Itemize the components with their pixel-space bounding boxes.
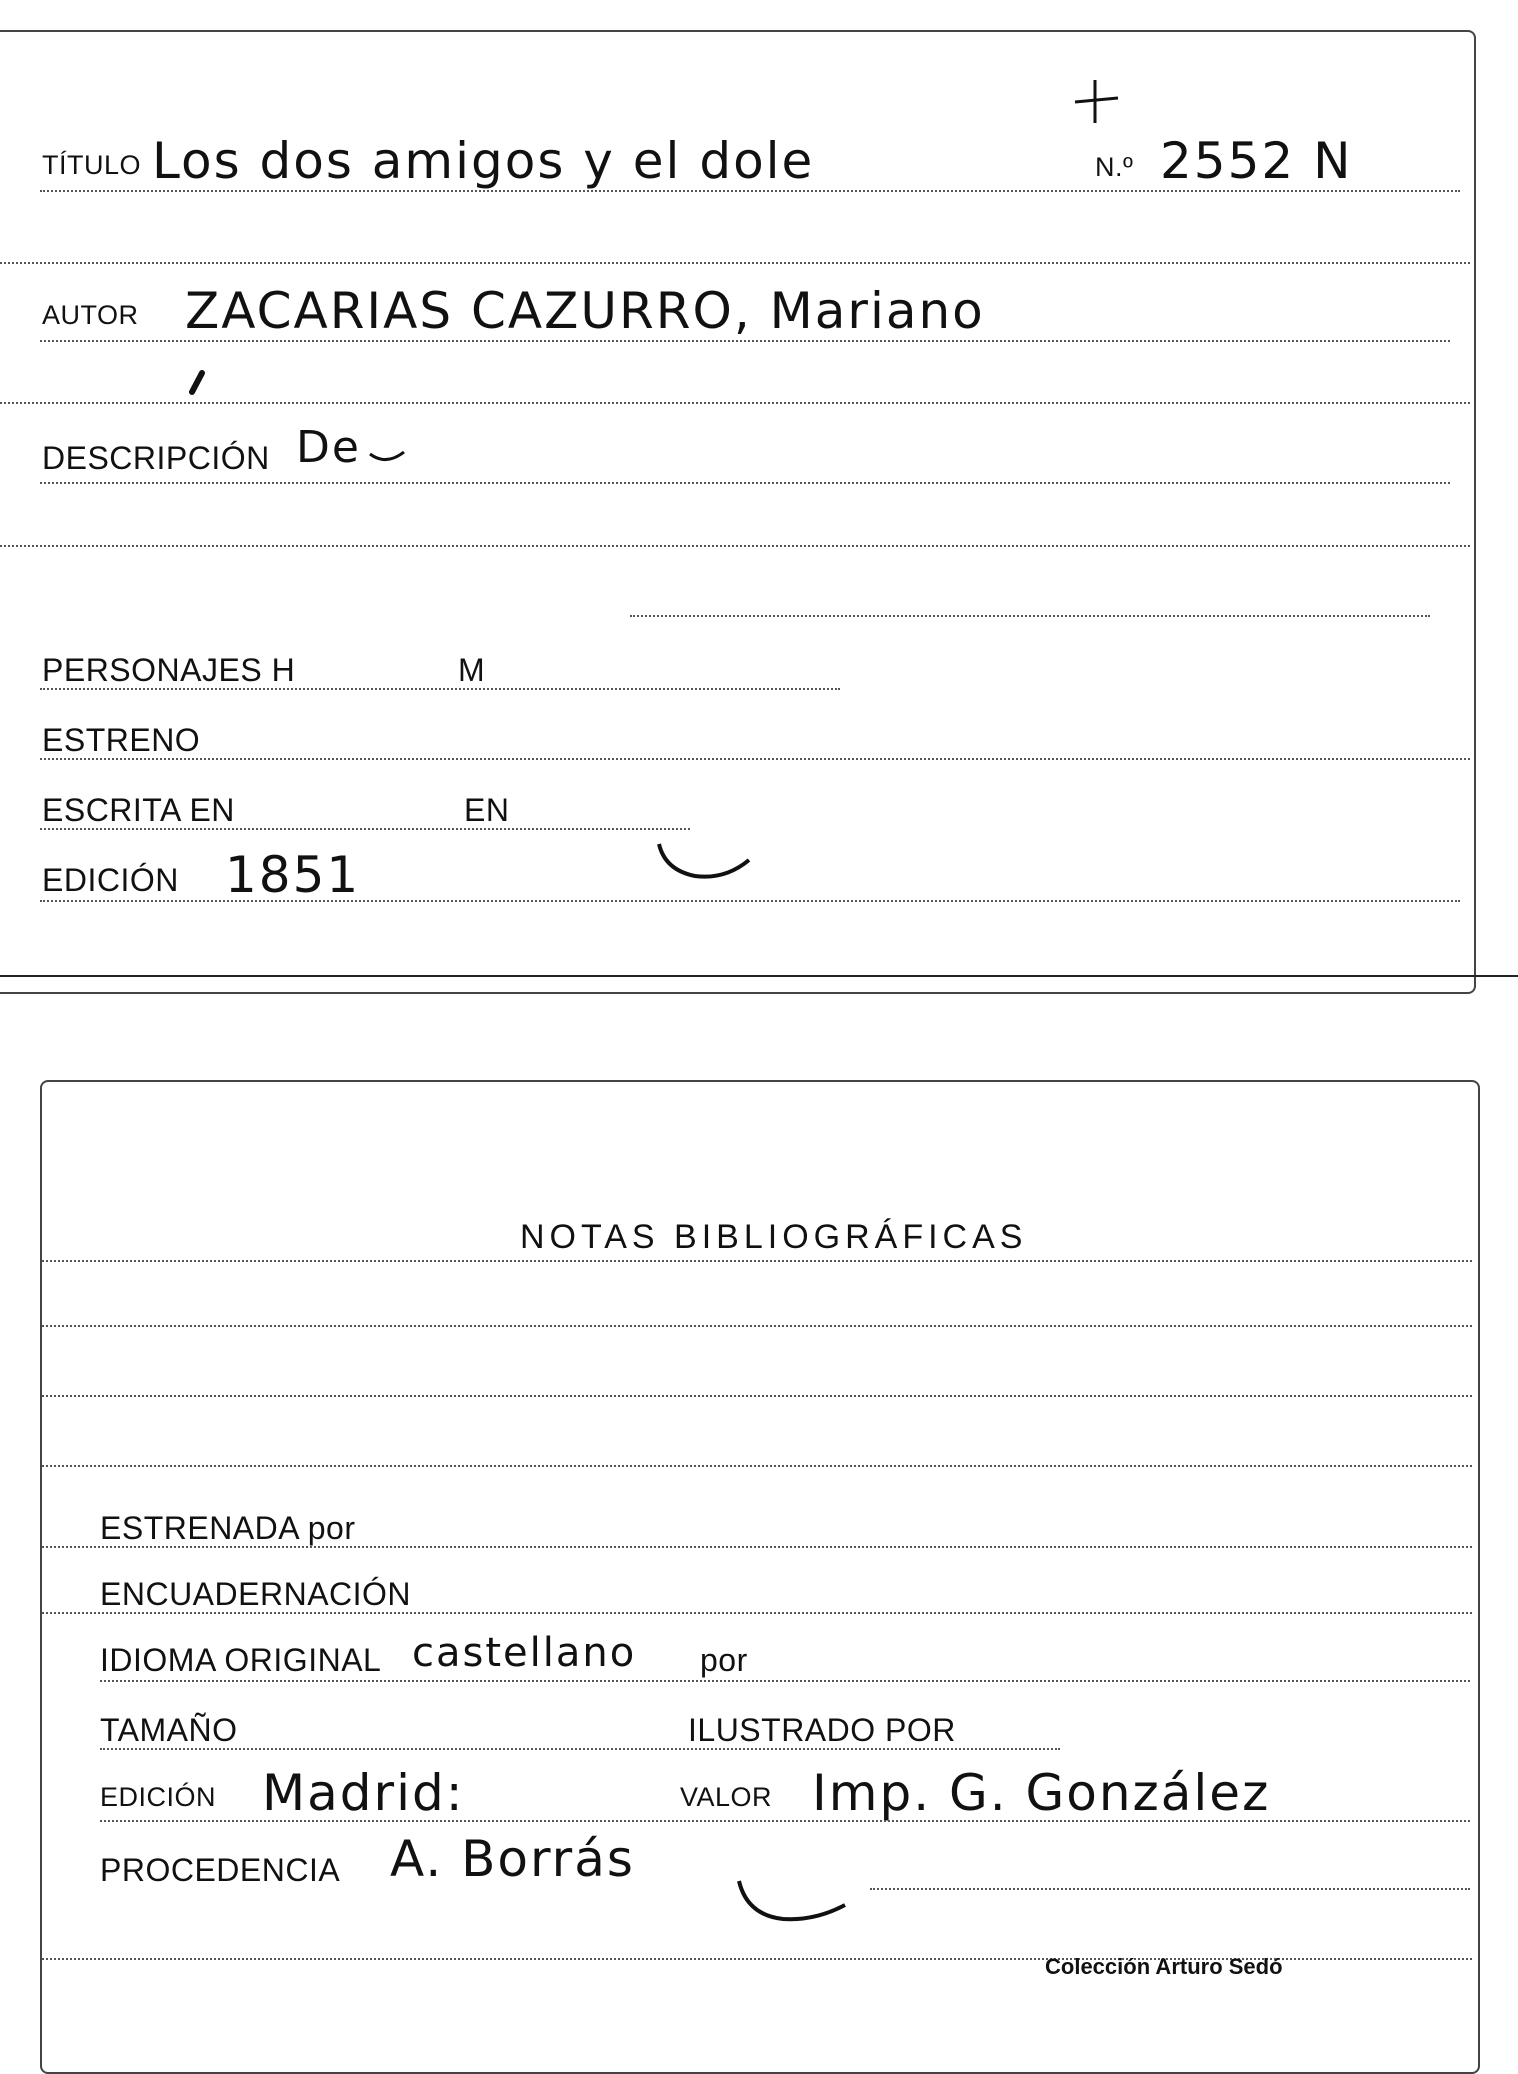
dotted-rule (42, 1395, 1472, 1397)
pen-tick (188, 370, 208, 400)
valor-label: VALOR (680, 1782, 773, 1812)
dotted-rule (40, 190, 1460, 192)
dotted-rule (40, 482, 1450, 484)
numero-value: 2552 N (1160, 132, 1353, 190)
collection-footer: Colección Arturo Sedó (1045, 1954, 1283, 1979)
dotted-rule (42, 1325, 1472, 1327)
dotted-rule (40, 758, 1470, 760)
dotted-rule (42, 1465, 1472, 1467)
numero-label: N.º (1095, 152, 1134, 182)
idioma-value: castellano (412, 1630, 637, 1676)
dotted-rule (0, 545, 1470, 547)
titulo-value: Los dos amigos y el dole (152, 132, 815, 190)
personajes-label: PERSONAJES H (42, 652, 296, 688)
dotted-rule (40, 340, 1450, 342)
personajes-m-label: M (458, 652, 486, 688)
dotted-rule (40, 828, 690, 830)
descripcion-value: De (296, 422, 361, 473)
descripcion-label: DESCRIPCIÓN (42, 440, 270, 476)
dotted-rule (100, 1748, 1060, 1750)
edicion-label-2: EDICIÓN (100, 1782, 217, 1812)
procedencia-value: A. Borrás (390, 1830, 635, 1888)
edicion-value: 1851 (225, 846, 361, 904)
edicion-value-2: Madrid: (262, 1764, 465, 1822)
check-mark-2 (735, 1875, 855, 1935)
dotted-rule (42, 1260, 1472, 1262)
valor-value: Imp. G. González (812, 1764, 1271, 1822)
autor-value: ZACARIAS CAZURRO, Mariano (185, 282, 985, 340)
dotted-rule (40, 900, 1460, 902)
dotted-rule (630, 615, 1430, 617)
dotted-rule (0, 262, 1470, 264)
titulo-label: TÍTULO (42, 150, 142, 180)
idioma-label: IDIOMA ORIGINAL (100, 1642, 382, 1678)
dotted-rule (100, 1820, 1470, 1822)
estrenada-label: ESTRENADA por (100, 1510, 356, 1546)
dotted-rule (100, 1680, 1470, 1682)
dotted-rule (42, 1546, 1472, 1548)
procedencia-label: PROCEDENCIA (100, 1852, 341, 1888)
card-separator (0, 975, 1518, 977)
dotted-rule (40, 688, 840, 690)
dotted-rule (42, 1612, 1472, 1614)
tilde-mark (368, 448, 408, 468)
ilustrado-label: ILUSTRADO POR (688, 1712, 956, 1748)
tamano-label: TAMAÑO (100, 1712, 238, 1748)
dotted-rule (0, 402, 1470, 404)
notas-heading: NOTAS BIBLIOGRÁFICAS (520, 1218, 1028, 1256)
encuadernacion-label: ENCUADERNACIÓN (100, 1576, 412, 1612)
edicion-label: EDICIÓN (42, 862, 179, 898)
cross-mark (1070, 78, 1120, 128)
idioma-por: por (700, 1642, 748, 1678)
check-mark (655, 840, 755, 890)
escrita-label: ESCRITA EN (42, 792, 235, 828)
dotted-rule (870, 1888, 1470, 1890)
autor-label: AUTOR (42, 300, 139, 330)
estreno-label: ESTRENO (42, 722, 201, 758)
escrita-en-label: EN (464, 792, 510, 828)
